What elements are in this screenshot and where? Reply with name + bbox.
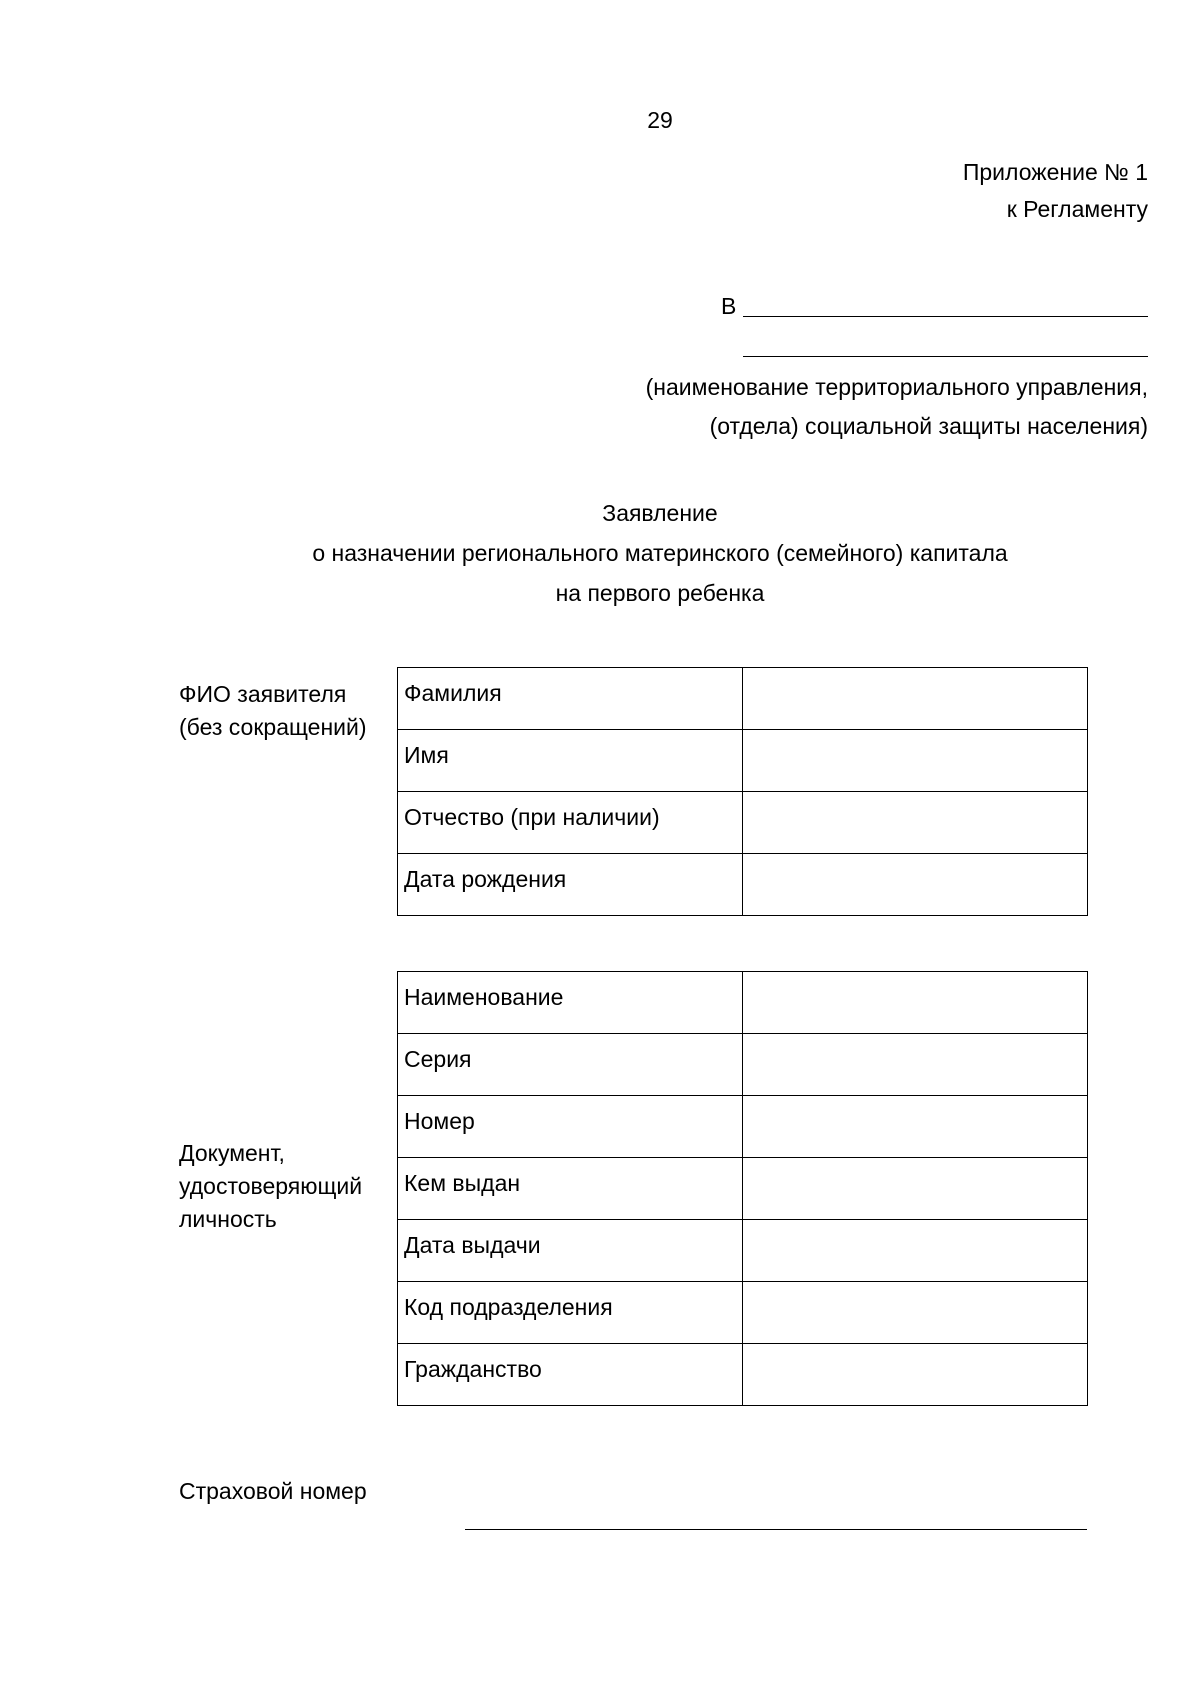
table-row (398, 1158, 1088, 1220)
addressee-line-2[interactable] (743, 356, 1148, 357)
table-row (398, 792, 1088, 854)
number-field[interactable] (743, 1096, 1088, 1158)
table-row (398, 1282, 1088, 1344)
insurance-label: Страховой номер (179, 1478, 367, 1504)
row-label-patronymic: Отчество (при наличии) (398, 792, 743, 854)
row-label-birthdate: Дата рождения (398, 854, 743, 916)
page-number: 29 (647, 107, 673, 133)
row-label-number: Номер (398, 1096, 743, 1158)
citizenship-field[interactable] (743, 1344, 1088, 1406)
row-label-doc-name: Наименование (398, 972, 743, 1034)
row-label-issue-date: Дата выдачи (398, 1220, 743, 1282)
document-title: Заявление (602, 500, 718, 526)
document-subtitle-line2: на первого ребенка (555, 580, 765, 606)
row-label-surname: Фамилия (398, 668, 743, 730)
appendix-line1: Приложение № 1 (962, 159, 1148, 185)
row-label-issued-by: Кем выдан (398, 1158, 743, 1220)
row-label-series: Серия (398, 1034, 743, 1096)
applicant-table (397, 667, 1088, 916)
table-row (398, 972, 1088, 1034)
table-row (398, 668, 1088, 730)
division-code-field[interactable] (743, 1282, 1088, 1344)
row-label-name: Имя (398, 730, 743, 792)
name-field[interactable] (743, 730, 1088, 792)
row-label-citizenship: Гражданство (398, 1344, 743, 1406)
appendix-line2: к Регламенту (1006, 196, 1148, 222)
document-table (397, 971, 1088, 1406)
table-row (398, 1344, 1088, 1406)
issued-by-field[interactable] (743, 1158, 1088, 1220)
table-row (398, 854, 1088, 916)
document-label-line2: удостоверяющий (179, 1173, 363, 1199)
addressee-prefix: В (721, 293, 737, 319)
table-row (398, 1220, 1088, 1282)
doc-name-field[interactable] (743, 972, 1088, 1034)
series-field[interactable] (743, 1034, 1088, 1096)
document-label-line1: Документ, (179, 1140, 285, 1166)
issue-date-field[interactable] (743, 1220, 1088, 1282)
document-subtitle-line1: о назначении регионального материнского (семейного) капитала (312, 540, 1008, 566)
document-label-line3: личность (179, 1206, 277, 1232)
addressee-caption-line1: (наименование территориального управления, (645, 374, 1148, 400)
row-label-division-code: Код подразделения (398, 1282, 743, 1344)
table-row (398, 1034, 1088, 1096)
table-row (398, 730, 1088, 792)
patronymic-field[interactable] (743, 792, 1088, 854)
surname-field[interactable] (743, 668, 1088, 730)
addressee-caption-line2: (отдела) социальной защиты населения) (709, 413, 1148, 439)
applicant-label-line1: ФИО заявителя (179, 681, 347, 707)
table-row (398, 1096, 1088, 1158)
applicant-label-line2: (без сокращений) (179, 714, 367, 740)
birthdate-field[interactable] (743, 854, 1088, 916)
insurance-number-line[interactable] (465, 1529, 1087, 1530)
addressee-line-1[interactable] (743, 316, 1148, 317)
